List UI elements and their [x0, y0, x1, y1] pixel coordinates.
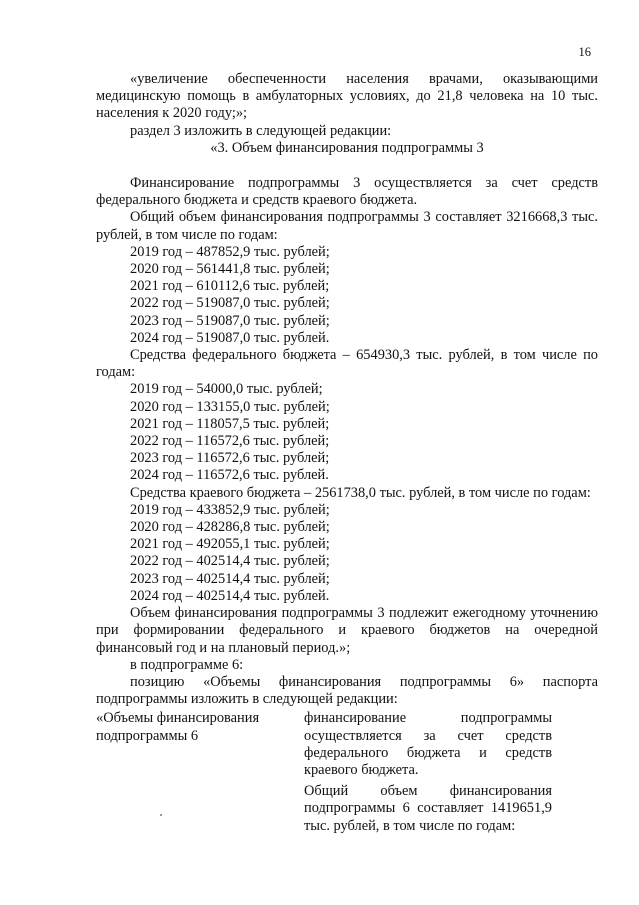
paragraph-3: Финансирование подпрограммы 3 осуществляется за счет средств федерального бюджета и средств краевого бюджета. — [96, 175, 598, 209]
passport-right-column — [304, 710, 552, 834]
regional-year-2020: 2020 год – 428286,8 тыс. рублей; — [130, 519, 330, 536]
regional-year-2023: 2023 год – 402514,4 тыс. рублей; — [130, 570, 330, 587]
total-year-2023: 2023 год – 519087,0 тыс. рублей; — [130, 312, 330, 329]
scan-speck — [160, 814, 162, 816]
federal-year-2021: 2021 год – 118057,5 тыс. рублей; — [130, 415, 330, 432]
regional-year-2024: 2024 год – 402514,4 тыс. рублей. — [130, 587, 330, 604]
paragraph-2: раздел 3 изложить в следующей редакции: — [130, 122, 392, 139]
federal-year-2022: 2022 год – 116572,6 тыс. рублей; — [130, 433, 330, 450]
federal-year-2024: 2024 год – 116572,6 тыс. рублей. — [130, 467, 329, 484]
regional-year-2021: 2021 год – 492055,1 тыс. рублей; — [130, 536, 330, 553]
federal-years-list — [96, 381, 598, 484]
regional-intro: Средства краевого бюджета – 2561738,0 тыс. рублей, в том числе по годам: — [130, 484, 591, 501]
document-body — [96, 71, 598, 835]
federal-year-2023: 2023 год – 116572,6 тыс. рублей; — [130, 450, 330, 467]
page-number: 16 — [578, 45, 591, 59]
paragraph-5: в подпрограмме 6: — [130, 656, 244, 673]
total-year-2019: 2019 год – 487852,9 тыс. рублей; — [130, 243, 330, 260]
total-year-2021: 2021 год – 610112,6 тыс. рублей; — [130, 278, 330, 295]
paragraph-1: «увеличение обеспеченности населения врачами, оказывающими медицинскую помощь в амбулаторных условиях, до 21,8 человека на 10 тыс. населения к 2020 году;»; — [96, 71, 598, 122]
total-intro: Общий объем финансирования подпрограммы 3 составляет 3216668,3 тыс. рублей, в том числе по годам: — [96, 209, 598, 243]
passport-left-label: «Объемы финансирования подпрограммы 6 — [96, 710, 260, 744]
total-year-2022: 2022 год – 519087,0 тыс. рублей; — [130, 295, 330, 312]
total-years-list — [96, 244, 598, 347]
total-year-2024: 2024 год – 519087,0 тыс. рублей. — [130, 329, 330, 346]
paragraph-6: позицию «Объемы финансирования подпрограммы 6» паспорта подпрограммы изложить в следующей редакции: — [96, 673, 598, 708]
section-gap — [96, 157, 598, 175]
paragraph-4: Объем финансирования подпрограммы 3 подлежит ежегодному уточнению при формировании федерального и краевого бюджетов на очередной финансовый год и на плановый период.»; — [96, 605, 598, 656]
passport-section — [96, 710, 598, 834]
regional-years-list — [96, 502, 598, 605]
passport-left-column — [96, 710, 296, 834]
passport-right-paragraph-2: Общий объем финансирования подпрограммы 6 составляет 1419651,9 тыс. рублей, в том числе по годам: — [304, 783, 552, 834]
section-title: «3. Объем финансирования подпрограммы 3 — [210, 139, 484, 156]
federal-year-2019: 2019 год – 54000,0 тыс. рублей; — [130, 381, 323, 398]
regional-year-2022: 2022 год – 402514,4 тыс. рублей; — [130, 553, 330, 570]
federal-intro: Средства федерального бюджета – 654930,3 тыс. рублей, в том числе по годам: — [96, 347, 598, 381]
passport-right-paragraph-1: финансирование подпрограммы осуществляется за счет средств федерального бюджета и средств краевого бюджета. — [304, 710, 552, 778]
total-year-2020: 2020 год – 561441,8 тыс. рублей; — [130, 261, 330, 278]
federal-year-2020: 2020 год – 133155,0 тыс. рублей; — [130, 398, 330, 415]
regional-year-2019: 2019 год – 433852,9 тыс. рублей; — [130, 501, 330, 518]
